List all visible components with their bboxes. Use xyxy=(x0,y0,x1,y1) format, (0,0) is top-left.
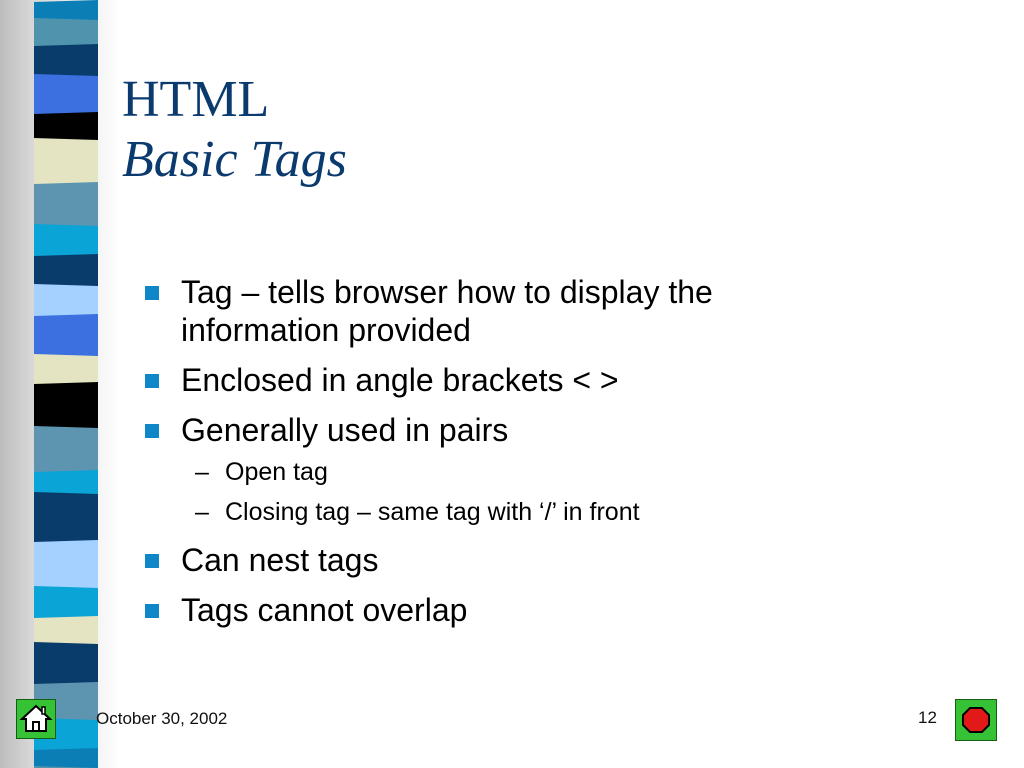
decorative-stripe xyxy=(34,314,98,356)
slide-subtitle: Basic Tags xyxy=(122,131,347,188)
home-button[interactable] xyxy=(16,699,56,739)
sub-bullet-item xyxy=(145,457,865,487)
decorative-stripe xyxy=(34,254,98,286)
bullet-item xyxy=(145,541,865,579)
bullet-list xyxy=(145,273,865,641)
bullet-text: Generally used in pairs xyxy=(181,412,509,448)
bullet-square-icon xyxy=(145,424,159,438)
decorative-stripe xyxy=(34,586,98,618)
slide-title-block xyxy=(122,72,347,188)
decorative-stripe xyxy=(34,426,98,472)
bullet-text: Enclosed in angle brackets < > xyxy=(181,362,619,398)
decorative-stripe xyxy=(34,642,98,684)
sub-bullet-dash: – xyxy=(195,498,209,526)
home-icon xyxy=(17,700,55,738)
decorative-stripe-bar xyxy=(34,0,98,768)
decorative-stripe xyxy=(34,382,98,428)
page-number: 12 xyxy=(918,708,937,727)
slide-title: HTML xyxy=(122,71,270,128)
sub-bullet-text: Closing tag – same tag with ‘/’ in front xyxy=(225,498,640,526)
decorative-stripe xyxy=(34,74,98,114)
sub-bullet-dash: – xyxy=(195,458,209,486)
footer-date: October 30, 2002 xyxy=(96,709,228,728)
sub-bullet-text: Open tag xyxy=(225,458,328,486)
bullet-square-icon xyxy=(145,554,159,568)
end-show-button[interactable] xyxy=(955,699,997,741)
decorative-stripe xyxy=(34,182,98,226)
decorative-stripe xyxy=(34,616,98,644)
decorative-stripe xyxy=(34,44,98,76)
bullet-item xyxy=(145,591,865,629)
bullet-item xyxy=(145,411,865,449)
bullet-text: Can nest tags xyxy=(181,542,379,578)
bullet-item xyxy=(145,273,865,349)
decorative-stripe xyxy=(34,540,98,588)
decorative-stripe xyxy=(34,18,98,46)
decorative-stripe xyxy=(34,138,98,184)
bullet-text: Tag – tells browser how to display the information provided xyxy=(181,274,713,348)
bullet-text: Tags cannot overlap xyxy=(181,592,468,628)
decorative-stripe xyxy=(34,354,98,384)
decorative-stripe xyxy=(34,224,98,256)
bullet-square-icon xyxy=(145,604,159,618)
stop-icon xyxy=(956,700,996,740)
decorative-stripe xyxy=(34,492,98,542)
decorative-stripe xyxy=(34,112,98,140)
bullet-square-icon xyxy=(145,286,159,300)
decorative-stripe xyxy=(34,0,98,20)
bullet-square-icon xyxy=(145,374,159,388)
decorative-stripe xyxy=(34,470,98,494)
decorative-stripe xyxy=(34,284,98,316)
sub-bullet-item xyxy=(145,497,865,527)
bullet-item xyxy=(145,361,865,399)
decorative-stripe xyxy=(34,748,98,768)
